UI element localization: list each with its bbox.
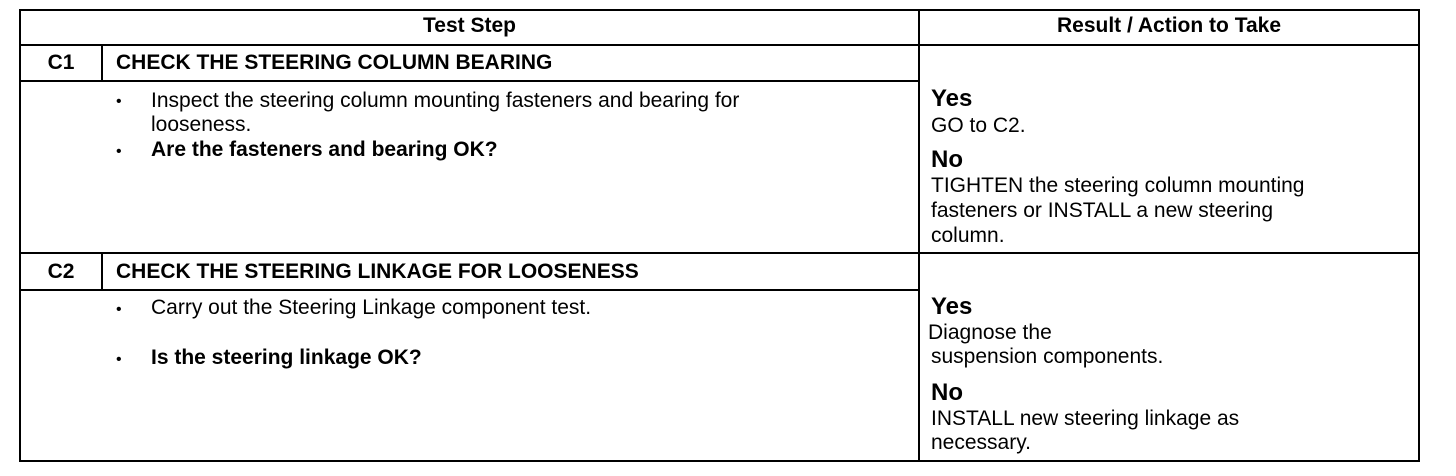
c2-title-rule <box>19 289 920 291</box>
bullet: • <box>116 143 122 160</box>
c1-yes-label: Yes <box>931 85 973 112</box>
c2-id-divider <box>101 252 103 290</box>
header-result-action: Result / Action to Take <box>1056 14 1282 37</box>
c2-yes-action-line1: Diagnose the <box>928 321 1052 344</box>
c1-instruction-line1: Inspect the steering column mounting fasteners and bearing for <box>151 89 740 112</box>
header-bottom-rule <box>19 44 1420 46</box>
c1-bottom-rule <box>19 252 1420 254</box>
c1-no-action-line2: fasteners or INSTALL a new steering <box>931 199 1273 222</box>
bullet: • <box>116 93 122 110</box>
c2-yes-label: Yes <box>931 293 973 320</box>
step-id-c1: C1 <box>47 51 75 74</box>
step-title-c1: CHECK THE STEERING COLUMN BEARING <box>116 51 553 74</box>
c1-no-action-line3: column. <box>931 224 1005 247</box>
step-id-c2: C2 <box>47 260 75 283</box>
diagnostic-table <box>19 9 1420 462</box>
c2-no-label: No <box>931 379 963 406</box>
step-title-c2: CHECK THE STEERING LINKAGE FOR LOOSENESS <box>116 260 639 283</box>
c1-question: Are the fasteners and bearing OK? <box>151 138 498 161</box>
c2-yes-action-line2: suspension components. <box>931 345 1164 368</box>
c1-title-rule <box>19 80 920 82</box>
c1-yes-action: GO to C2. <box>931 114 1026 137</box>
c2-no-action-line1: INSTALL new steering linkage as <box>931 407 1240 430</box>
bullet: • <box>116 351 122 368</box>
column-divider <box>918 9 920 462</box>
c2-instruction-line1: Carry out the Steering Linkage component test. <box>151 296 592 319</box>
c2-no-action-line2: necessary. <box>931 431 1031 454</box>
bullet: • <box>116 301 122 318</box>
c1-id-divider <box>101 44 103 81</box>
c2-question: Is the steering linkage OK? <box>151 346 422 369</box>
c1-instruction-line2: looseness. <box>151 113 252 136</box>
c1-no-label: No <box>931 146 963 173</box>
c1-no-action-line1: TIGHTEN the steering column mounting <box>931 174 1305 197</box>
header-test-step: Test Step <box>423 14 516 37</box>
